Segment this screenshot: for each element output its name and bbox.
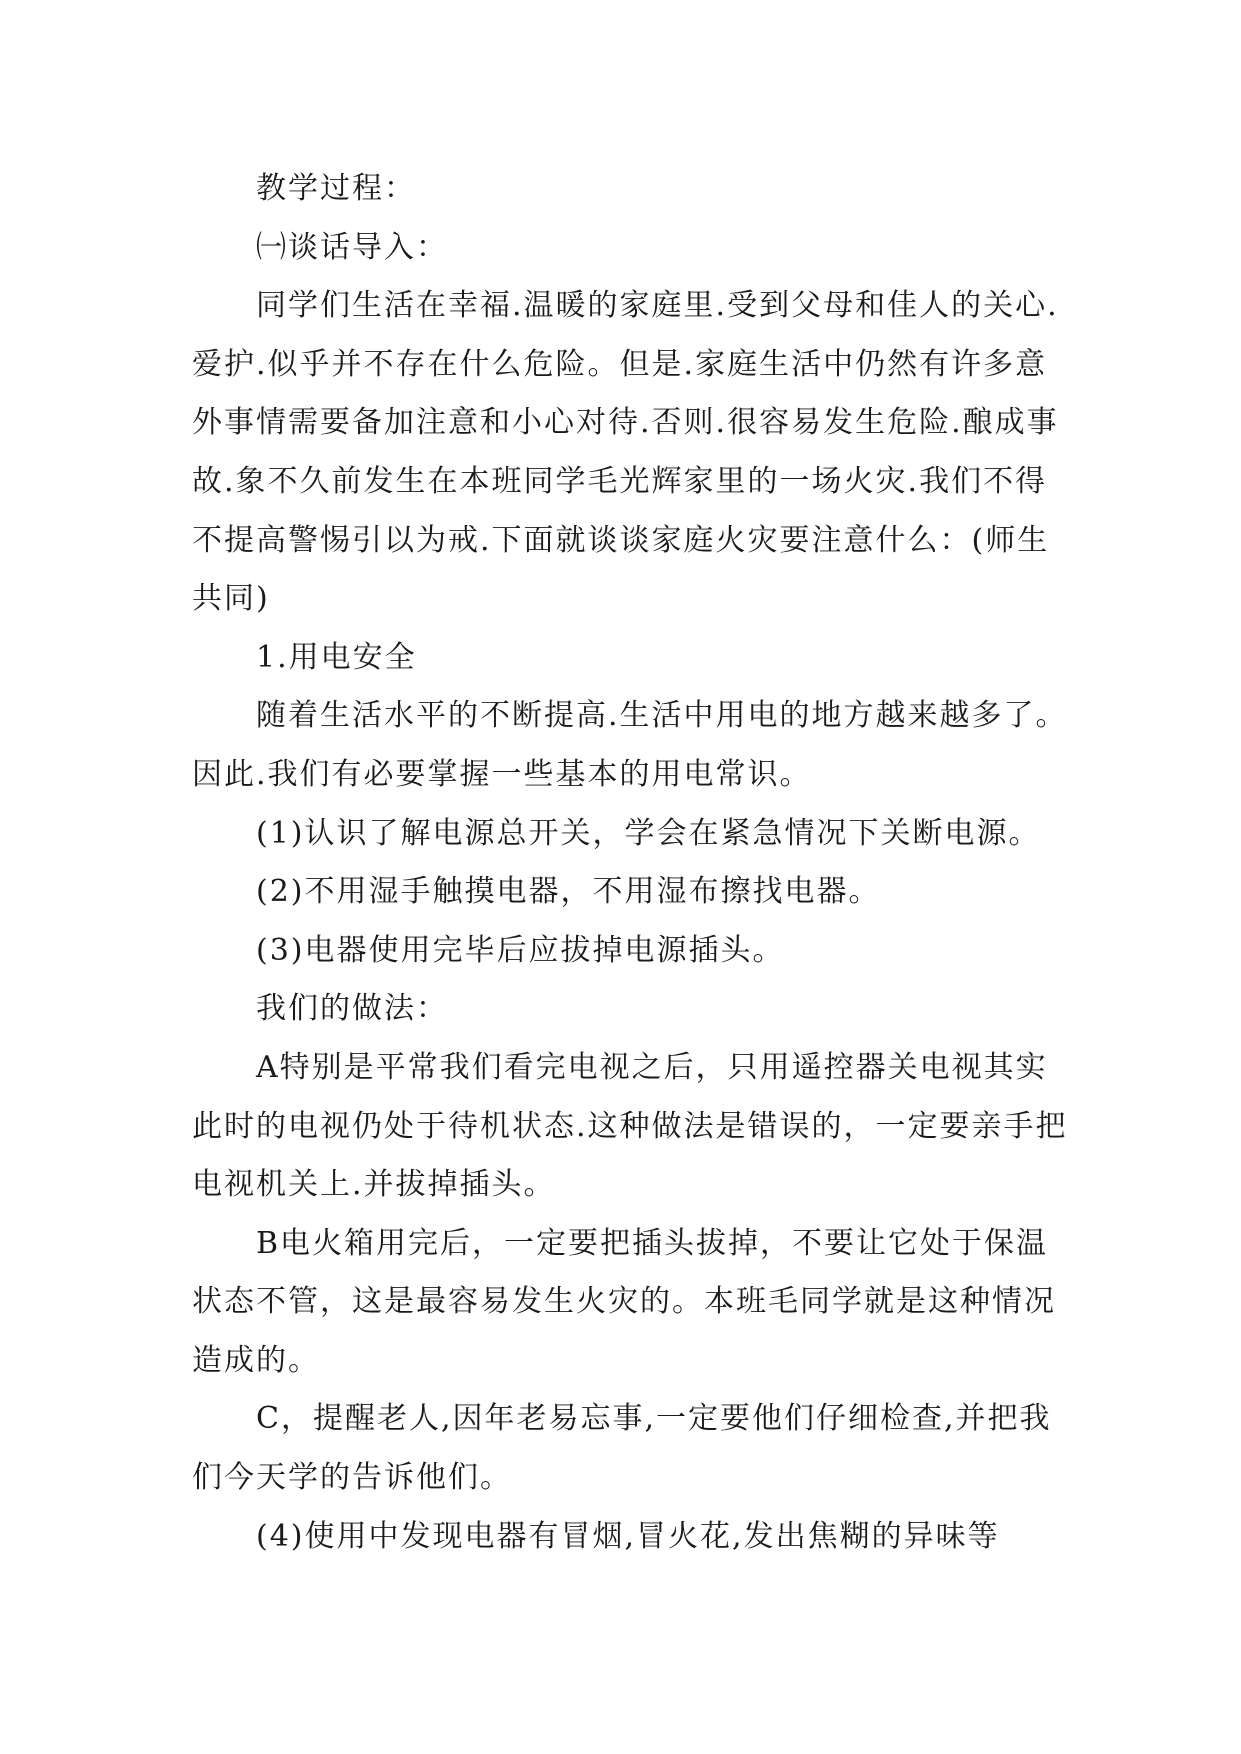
document-body bbox=[192, 160, 1072, 1566]
subsection-heading: ㈠谈话导入： bbox=[256, 229, 448, 265]
paragraph: B电火箱用完后，一定要把插头拔掉，不要让它处于保温状态不管，这是最容易发生火灾的。本班毛同学就是这种情况造成的。 bbox=[192, 1225, 1056, 1378]
paragraph: 随着生活水平的不断提高.生活中用电的地方越来越多了。因此.我们有必要掌握一些基本的用电常识。 bbox=[192, 698, 1068, 792]
paragraph: 我们的做法： bbox=[256, 991, 448, 1027]
list-item: (3)电器使用完毕后应拔掉电源插头。 bbox=[256, 932, 785, 968]
paragraph: A特别是平常我们看完电视之后，只用遥控器关电视其实此时的电视仍处于待机状态.这种做法是错误的，一定要亲手把电视机关上.并拔掉插头。 bbox=[192, 1049, 1068, 1203]
list-item: (2)不用湿手触摸电器，不用湿布擦找电器。 bbox=[256, 874, 881, 910]
paragraph: 同学们生活在幸福.温暖的家庭里.受到父母和佳人的关心.爱护.似乎并不存在什么危险。但是.家庭生活中仍然有许多意外事情需要备加注意和小心对待.否则.很容易发生危险.酿成事故.象不久前发生在本班同学毛光辉家里的一场火灾.我们不得不提高警惕引以为戒.下面就谈谈家庭火灾要注意什么：(师生共同) bbox=[192, 288, 1059, 617]
list-item: (1)认识了解电源总开关，学会在紧急情况下关断电源。 bbox=[256, 815, 1041, 851]
list-item: (4)使用中发现电器有冒烟,冒火花,发出焦糊的异味等 bbox=[256, 1518, 1000, 1554]
section-heading: 教学过程： bbox=[256, 171, 416, 206]
paragraph: C，提醒老人,因年老易忘事,一定要他们仔细检查,并把我们今天学的告诉他们。 bbox=[192, 1401, 1052, 1496]
subsection-heading: 1.用电安全 bbox=[256, 639, 417, 675]
